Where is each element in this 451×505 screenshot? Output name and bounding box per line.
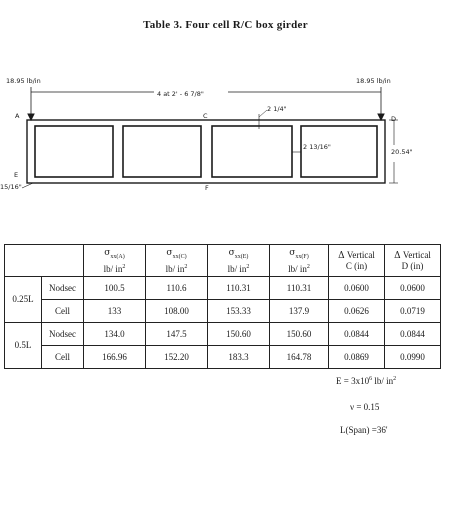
header-delta-c-line1: Vertical [346,249,375,260]
header-sigma-f-name: xx(F) [295,253,309,260]
value-cell: 0.0600 [385,276,441,299]
modulus-unit: lb/ in [372,376,394,386]
value-cell: 0.0990 [385,345,441,368]
header-sigma-c-unit: lb/ in [165,263,185,274]
page-title: Table 3. Four cell R/C box girder [143,19,308,31]
value-cell: 0.0844 [385,322,441,345]
value-cell: 137.9 [270,299,329,322]
header-sigma-e: $\sigma_{xx(E)}$ lb/ $in^2$ [208,245,270,277]
value-cell: 164.78 [270,345,329,368]
header-delta-d-line1: Vertical [402,249,431,260]
method-cell: Nodsec [42,322,84,345]
modulus-exponent: 6 [369,376,373,382]
header-delta-c-line2: C (in) [345,260,368,271]
point-f-label: F [205,184,209,192]
value-cell: 0.0719 [385,299,441,322]
header-sigma-a: $\sigma_{xx(A)}$ lb/ $in^2$ [84,245,146,277]
header-delta-d [385,245,441,277]
right-load-label: 18.95 lb/in [356,77,391,85]
value-cell: 110.31 [208,276,270,299]
point-a-label: A [15,112,20,120]
bottom-thickness-label: 15/16" [0,183,22,191]
point-e-label: E [14,171,19,179]
poisson-note: ν = 0.15 [350,402,380,412]
header-delta-c [329,245,385,277]
header-sigma-a-name: xx(A) [110,253,125,260]
header-sigma-f: $\sigma_{xx(F)}$ lb/ $in^2$ [270,245,329,277]
value-cell: 133 [84,299,146,322]
value-cell: 108.00 [146,299,208,322]
results-table [4,244,441,369]
height-label: 20.54" [391,148,413,156]
header-sigma-c: $\sigma_{xx(C)}$ lb/ $in^2$ [146,245,208,277]
header-sigma-e-name: xx(E) [234,253,249,260]
top-thickness-label: 2 1/4" [267,105,287,113]
value-cell: 110.31 [270,276,329,299]
table-row [5,322,441,345]
span-label: 4 at 2' - 6 7/8" [157,90,204,98]
value-cell: 166.96 [84,345,146,368]
point-c-label: C [203,112,208,120]
value-cell: 110.6 [146,276,208,299]
header-sigma-c-name: xx(C) [172,253,187,260]
group-label: 0.5L [5,322,42,368]
sigma-symbol: σ [104,248,111,258]
value-cell: 100.5 [84,276,146,299]
method-cell: Cell [42,299,84,322]
value-cell: 0.0844 [329,322,385,345]
value-cell: 150.60 [208,322,270,345]
modulus-text: E = 3x10 [336,376,370,386]
girder-cross-section [0,70,451,200]
table-row [5,299,441,322]
value-cell: 0.0869 [329,345,385,368]
header-sigma-e-unit: lb/ in [227,263,247,274]
header-sigma-a-unit: lb/ in [103,263,123,274]
header-delta-d-line2: D (in) [401,260,424,271]
value-cell: 0.0626 [329,299,385,322]
table-row [5,345,441,368]
delta-symbol: Δ [394,250,401,261]
left-load-label: 18.95 lb/in [6,77,41,85]
header-blank [5,245,84,277]
sigma-symbol: σ [228,248,235,258]
value-cell: 150.60 [270,322,329,345]
sigma-symbol: σ [166,248,173,258]
modulus-note: $E = 3x10^6$ lb/ $in^2$ [336,376,397,386]
delta-symbol: Δ [338,250,345,261]
header-sigma-f-unit: lb/ in [288,263,307,274]
method-cell: Nodsec [42,276,84,299]
table-header-row [5,245,441,277]
point-d-label: D [391,115,397,123]
value-cell: 134.0 [84,322,146,345]
value-cell: 0.0600 [329,276,385,299]
value-cell: 152.20 [146,345,208,368]
table-row [5,276,441,299]
web-thickness-label: 2 13/16" [303,143,331,151]
group-label: 0.25L [5,276,42,322]
value-cell: 147.5 [146,322,208,345]
span-note: L(Span) =36' [340,425,388,435]
sigma-symbol: σ [289,248,296,258]
value-cell: 183.3 [208,345,270,368]
value-cell: 153.33 [208,299,270,322]
method-cell: Cell [42,345,84,368]
